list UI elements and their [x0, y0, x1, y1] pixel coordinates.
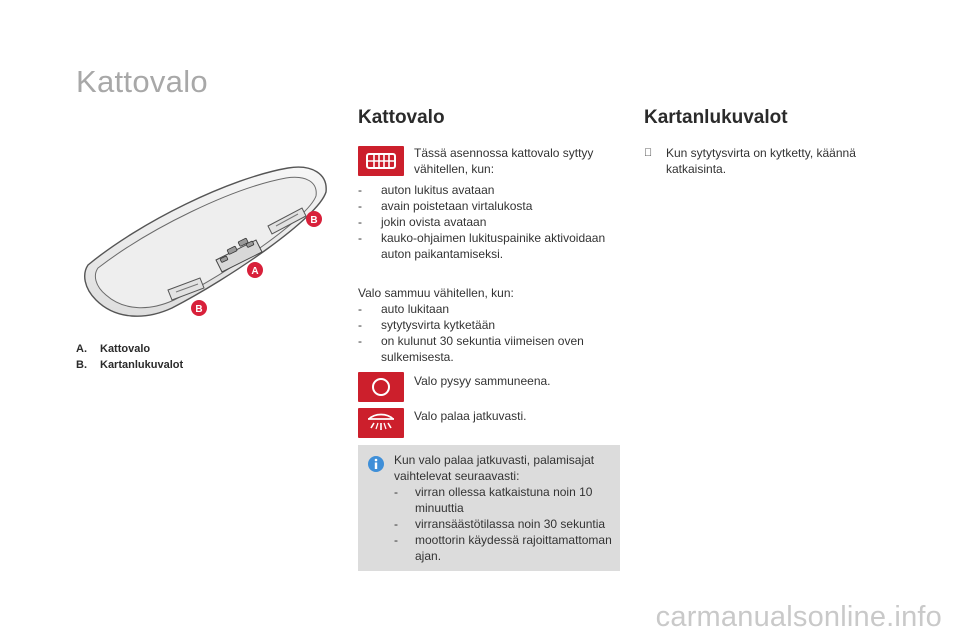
instruction-bullet — [644, 145, 666, 177]
always-on-text: Valo palaa jatkuvasti. — [414, 409, 527, 423]
roof-light-illustration — [80, 160, 340, 328]
light-off-icon — [364, 376, 398, 398]
courtesy-light-icon-box — [358, 146, 404, 176]
list-item: - kauko-ohjaimen lukituspainike aktivoidaan auton paikantamiseksi. — [358, 230, 620, 262]
list-item: - on kulunut 30 sekuntia viimeisen oven sulkemisesta. — [358, 333, 620, 365]
kattovalo-heading: Kattovalo — [358, 107, 445, 128]
info-content — [394, 452, 614, 564]
courtesy-light-icon — [364, 151, 398, 171]
list-item: - avain poistetaan virtalukosta — [358, 198, 620, 214]
legend-key: A. — [76, 343, 87, 355]
always-off-text: Valo pysyy sammuneena. — [414, 374, 551, 388]
legend-item — [76, 341, 183, 357]
legend-label: Kattovalo — [100, 343, 151, 355]
off-intro: Valo sammuu vähitellen, kun: — [358, 286, 514, 300]
callout-b-left-letter: B — [195, 304, 203, 315]
legend-key: B. — [76, 359, 87, 371]
callout-a-letter: A — [251, 266, 259, 277]
on-conditions-list — [358, 182, 620, 262]
list-item: - jokin ovista avataan — [358, 214, 620, 230]
list-item: - virransäästötilassa noin 30 sekuntia — [394, 516, 614, 532]
light-off-icon-box — [358, 372, 404, 402]
kattovalo-intro: Tässä asennossa kattovalo syttyy vähitellen, kun: — [414, 146, 594, 176]
legend-item — [76, 357, 183, 373]
light-on-icon-box — [358, 408, 404, 438]
kartanlukuvalot-heading: Kartanlukuvalot — [644, 107, 788, 128]
light-on-icon — [363, 411, 399, 435]
list-item: - virran ollessa katkaistuna noin 10 minuuttia — [394, 484, 614, 516]
kartanlukuvalot-instruction — [644, 145, 874, 177]
list-item: - sytytysvirta kytketään — [358, 317, 620, 333]
watermark: carmanualsonline.info — [655, 601, 942, 633]
callout-b-right-letter: B — [310, 215, 318, 226]
info-list — [394, 484, 614, 564]
illustration-legend — [76, 341, 183, 373]
info-intro: Kun valo palaa jatkuvasti, palamisajat vaihtelevat seuraavasti: — [394, 453, 595, 483]
kartanlukuvalot-text: Kun sytytysvirta on kytketty, käännä katkaisinta. — [666, 146, 856, 176]
list-item: - auto lukitaan — [358, 301, 620, 317]
off-conditions-list — [358, 301, 620, 365]
list-item: - auton lukitus avataan — [358, 182, 620, 198]
page-title: Kattovalo — [76, 64, 208, 99]
legend-label: Kartanlukuvalot — [100, 359, 184, 371]
list-item: - moottorin käydessä rajoittamattoman ajan. — [394, 532, 614, 564]
info-icon — [367, 455, 385, 473]
